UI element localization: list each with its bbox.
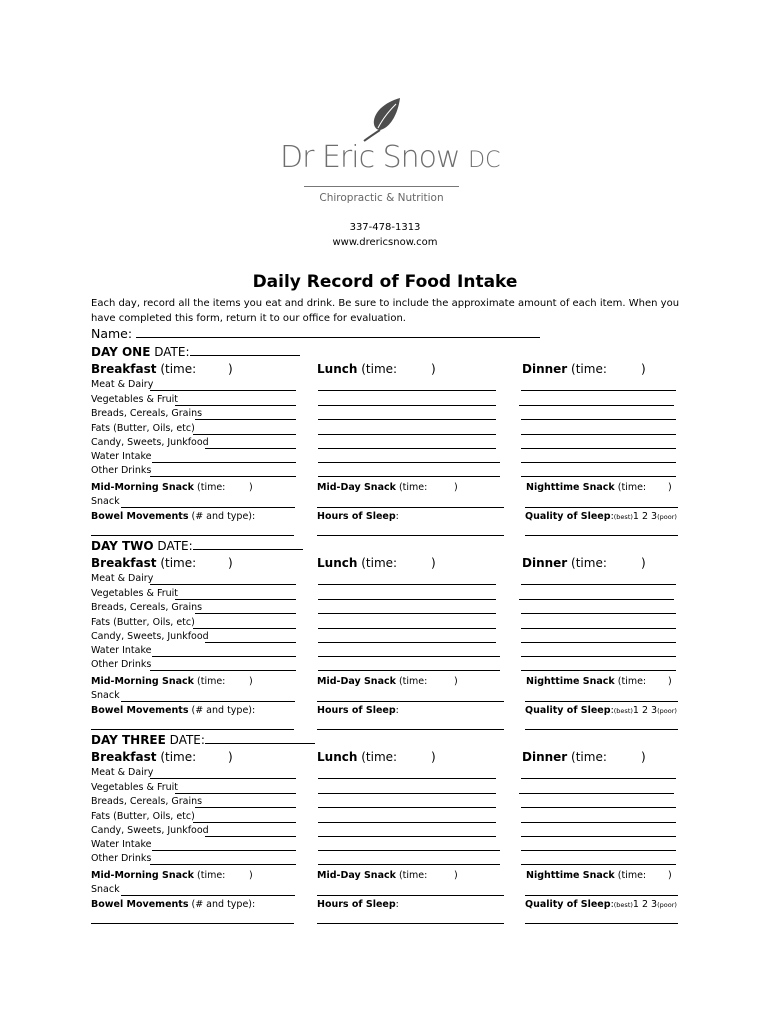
- nighttime-snack-label: Nighttime Snack: [526, 870, 615, 881]
- food-item-label: Meat & Dairy: [91, 379, 154, 390]
- dinner-time-label: (time:: [571, 750, 607, 764]
- mid-morning-time-label: (time:: [197, 676, 226, 687]
- hours-of-sleep-colon: :: [395, 705, 399, 716]
- lunch-header: [317, 750, 397, 764]
- breakfast-item-input-line[interactable]: [193, 434, 296, 435]
- nighttime-snack-label: Nighttime Snack: [526, 482, 615, 493]
- dinner-item-input-line[interactable]: [521, 850, 676, 851]
- website: www.drericsnow.com: [332, 237, 438, 248]
- lunch-item-input-line[interactable]: [318, 850, 500, 851]
- hours-of-sleep-header: [317, 899, 399, 910]
- breakfast-item-input-line[interactable]: [152, 850, 296, 851]
- food-item-label: Fats (Butter, Oils, etc): [91, 617, 195, 628]
- dinner-item-input-line[interactable]: [521, 670, 676, 671]
- food-item-label: Candy, Sweets, Junkfood: [91, 825, 209, 836]
- lunch-item-input-line[interactable]: [318, 807, 496, 808]
- breakfast-item-input-line[interactable]: [150, 778, 296, 779]
- mid-morning-snack-label: Mid-Morning Snack: [91, 676, 194, 687]
- lunch-label: Lunch: [317, 750, 358, 764]
- lunch-item-input-line[interactable]: [318, 793, 496, 794]
- breakfast-time-close: ): [228, 362, 233, 376]
- hours-of-sleep-header: [317, 511, 399, 522]
- best-label: (best): [613, 513, 633, 521]
- logo-suffix: DC: [468, 148, 501, 173]
- hours-of-sleep-label: Hours of Sleep: [317, 511, 396, 522]
- mid-morning-time-close: ): [249, 482, 253, 493]
- breakfast-label: Breakfast: [91, 750, 157, 764]
- nighttime-snack-input-line[interactable]: [525, 895, 678, 896]
- bowel-movements-label: Bowel Movements: [91, 511, 189, 522]
- breakfast-header: [91, 556, 196, 570]
- breakfast-item-input-line[interactable]: [205, 448, 296, 449]
- breakfast-item-input-line[interactable]: [195, 419, 296, 420]
- nighttime-snack-label: Nighttime Snack: [526, 676, 615, 687]
- snack-input-line[interactable]: [121, 701, 295, 702]
- mid-day-time-label: (time:: [398, 482, 428, 493]
- snack-input-line[interactable]: [121, 895, 295, 896]
- bowel-movements-input-line[interactable]: [91, 535, 294, 536]
- hours-of-sleep-input-line[interactable]: [317, 535, 504, 536]
- bowel-movements-header: [91, 511, 255, 522]
- snack-input-line[interactable]: [121, 507, 295, 508]
- bowel-movements-header: [91, 899, 255, 910]
- breakfast-header: [91, 750, 196, 764]
- nighttime-snack-input-line[interactable]: [525, 701, 678, 702]
- nighttime-snack-header: [526, 482, 646, 493]
- mid-day-time-label: (time:: [398, 676, 428, 687]
- breakfast-item-input-line[interactable]: [205, 642, 296, 643]
- quality-of-sleep-label: Quality of Sleep: [525, 511, 611, 522]
- dinner-time-close: ): [641, 556, 646, 570]
- food-item-label: Meat & Dairy: [91, 767, 154, 778]
- bowel-movements-detail: (# and type):: [191, 705, 256, 716]
- breakfast-item-input-line[interactable]: [150, 584, 296, 585]
- lunch-item-input-line[interactable]: [318, 642, 496, 643]
- name-field[interactable]: [91, 325, 540, 341]
- sleep-scale[interactable]: 1 2 3: [632, 899, 658, 910]
- breakfast-time-label: (time:: [160, 556, 197, 570]
- day-label: DAY ONE: [91, 345, 151, 359]
- bowel-movements-detail: (# and type):: [191, 899, 256, 910]
- nighttime-snack-input-line[interactable]: [525, 507, 678, 508]
- day-one-section: [0, 344, 770, 538]
- lunch-item-input-line[interactable]: [318, 599, 496, 600]
- leaf-logo-icon: [362, 96, 406, 142]
- breakfast-item-input-line[interactable]: [195, 613, 296, 614]
- day-three-section: [0, 732, 770, 926]
- dinner-item-input-line[interactable]: [519, 405, 674, 406]
- dinner-time-label: (time:: [571, 556, 607, 570]
- lunch-item-input-line[interactable]: [318, 864, 500, 865]
- lunch-item-input-line[interactable]: [318, 628, 496, 629]
- mid-morning-snack-header: [91, 482, 225, 493]
- hours-of-sleep-colon: :: [395, 899, 399, 910]
- snack-label: Snack: [91, 496, 120, 507]
- mid-morning-snack-header: [91, 676, 225, 687]
- dinner-item-input-line[interactable]: [521, 462, 676, 463]
- mid-day-time-close: ): [454, 870, 458, 881]
- hours-of-sleep-input-line[interactable]: [317, 923, 504, 924]
- breakfast-time-close: ): [228, 556, 233, 570]
- mid-day-time-close: ): [454, 482, 458, 493]
- mid-morning-snack-label: Mid-Morning Snack: [91, 870, 194, 881]
- lunch-header: [317, 362, 397, 376]
- quality-of-sleep-label: Quality of Sleep: [525, 705, 611, 716]
- breakfast-time-close: ): [228, 750, 233, 764]
- quality-of-sleep-input-line[interactable]: [525, 923, 678, 924]
- dinner-header: [522, 750, 607, 764]
- lunch-item-input-line[interactable]: [318, 656, 500, 657]
- breakfast-item-input-line[interactable]: [150, 390, 296, 391]
- breakfast-item-input-line[interactable]: [150, 670, 296, 671]
- lunch-item-input-line[interactable]: [318, 584, 496, 585]
- date-label: DATE:: [157, 539, 193, 553]
- dinner-item-input-line[interactable]: [521, 822, 676, 823]
- day-header: [91, 344, 300, 359]
- lunch-item-input-line[interactable]: [318, 419, 496, 420]
- food-item-label: Other Drinks: [91, 659, 152, 670]
- lunch-item-input-line[interactable]: [318, 836, 496, 837]
- food-item-label: Vegetables & Fruit: [91, 394, 179, 405]
- food-item-label: Fats (Butter, Oils, etc): [91, 423, 195, 434]
- mid-day-snack-label: Mid-Day Snack: [317, 870, 396, 881]
- phone-number: 337-478-1313: [349, 222, 421, 233]
- day-label: DAY TWO: [91, 539, 154, 553]
- dinner-item-input-line[interactable]: [521, 864, 676, 865]
- lunch-item-input-line[interactable]: [318, 448, 496, 449]
- sleep-scale[interactable]: 1 2 3: [632, 705, 658, 716]
- lunch-header: [317, 556, 397, 570]
- lunch-item-input-line[interactable]: [318, 476, 500, 477]
- lunch-time-label: (time:: [361, 556, 398, 570]
- lunch-label: Lunch: [317, 362, 358, 376]
- date-label: DATE:: [154, 345, 190, 359]
- dinner-item-input-line[interactable]: [521, 419, 676, 420]
- nighttime-time-label: (time:: [617, 870, 647, 881]
- mid-morning-snack-label: Mid-Morning Snack: [91, 482, 194, 493]
- mid-day-time-close: ): [454, 676, 458, 687]
- date-input-line[interactable]: [193, 538, 303, 550]
- mid-day-time-label: (time:: [398, 870, 428, 881]
- dinner-item-input-line[interactable]: [521, 778, 676, 779]
- dinner-item-input-line[interactable]: [521, 656, 676, 657]
- mid-day-snack-header: [317, 870, 427, 881]
- dinner-item-input-line[interactable]: [521, 390, 676, 391]
- lunch-item-input-line[interactable]: [318, 670, 500, 671]
- date-label: DATE:: [169, 733, 205, 747]
- dinner-label: Dinner: [522, 362, 568, 376]
- food-item-label: Vegetables & Fruit: [91, 588, 179, 599]
- bowel-movements-label: Bowel Movements: [91, 705, 189, 716]
- breakfast-label: Breakfast: [91, 362, 157, 376]
- quality-of-sleep-header: [525, 511, 677, 522]
- dinner-item-input-line[interactable]: [521, 584, 676, 585]
- breakfast-item-input-line[interactable]: [175, 405, 296, 406]
- mid-morning-time-label: (time:: [197, 482, 226, 493]
- dinner-item-input-line[interactable]: [521, 642, 676, 643]
- mid-day-snack-input-line[interactable]: [317, 895, 504, 896]
- dinner-header: [522, 362, 607, 376]
- hours-of-sleep-colon: :: [395, 511, 399, 522]
- mid-day-snack-input-line[interactable]: [317, 701, 504, 702]
- nighttime-time-close: ): [668, 482, 672, 493]
- food-item-label: Breads, Cereals, Grains: [91, 602, 203, 613]
- day-header: [91, 732, 315, 747]
- quality-of-sleep-header: [525, 705, 677, 716]
- lunch-item-input-line[interactable]: [318, 613, 496, 614]
- breakfast-label: Breakfast: [91, 556, 157, 570]
- date-input-line[interactable]: [190, 344, 300, 356]
- dinner-item-input-line[interactable]: [521, 434, 676, 435]
- lunch-time-label: (time:: [361, 750, 398, 764]
- bowel-movements-input-line[interactable]: [91, 923, 294, 924]
- snack-label: Snack: [91, 884, 120, 895]
- mid-day-snack-header: [317, 676, 427, 687]
- mid-morning-snack-header: [91, 870, 225, 881]
- mid-day-snack-header: [317, 482, 427, 493]
- nighttime-time-label: (time:: [617, 482, 647, 493]
- dinner-item-input-line[interactable]: [521, 628, 676, 629]
- food-item-label: Breads, Cereals, Grains: [91, 408, 203, 419]
- logo-wordmark: [280, 140, 501, 175]
- dinner-label: Dinner: [522, 750, 568, 764]
- quality-of-sleep-input-line[interactable]: [525, 535, 678, 536]
- quality-of-sleep-label: Quality of Sleep: [525, 899, 611, 910]
- food-item-label: Water Intake: [91, 839, 152, 850]
- lunch-item-input-line[interactable]: [318, 434, 496, 435]
- bowel-movements-header: [91, 705, 255, 716]
- lunch-item-input-line[interactable]: [318, 778, 496, 779]
- breakfast-item-input-line[interactable]: [150, 476, 296, 477]
- food-item-label: Other Drinks: [91, 853, 152, 864]
- dinner-time-close: ): [641, 750, 646, 764]
- breakfast-item-input-line[interactable]: [152, 462, 296, 463]
- best-label: (best): [613, 707, 633, 715]
- date-input-line[interactable]: [205, 732, 315, 744]
- nighttime-time-close: ): [668, 676, 672, 687]
- day-label: DAY THREE: [91, 733, 166, 747]
- dinner-item-input-line[interactable]: [521, 836, 676, 837]
- food-item-label: Fats (Butter, Oils, etc): [91, 811, 195, 822]
- food-item-label: Vegetables & Fruit: [91, 782, 179, 793]
- dinner-item-input-line[interactable]: [521, 613, 676, 614]
- lunch-time-label: (time:: [361, 362, 398, 376]
- logo-name: Dr Eric Snow: [280, 140, 460, 175]
- lunch-item-input-line[interactable]: [318, 822, 496, 823]
- hours-of-sleep-label: Hours of Sleep: [317, 899, 396, 910]
- intro-text: Each day, record all the items you eat and drink. Be sure to include the approximate amount of each item. When you have completed this form, return it to our office for evaluation.: [91, 298, 680, 324]
- sleep-scale[interactable]: 1 2 3: [632, 511, 658, 522]
- breakfast-item-input-line[interactable]: [175, 599, 296, 600]
- hours-of-sleep-label: Hours of Sleep: [317, 705, 396, 716]
- food-item-label: Breads, Cereals, Grains: [91, 796, 203, 807]
- best-label: (best): [613, 901, 633, 909]
- page-title: Daily Record of Food Intake: [252, 272, 518, 292]
- mid-morning-time-close: ): [249, 676, 253, 687]
- food-item-label: Meat & Dairy: [91, 573, 154, 584]
- lunch-label: Lunch: [317, 556, 358, 570]
- dinner-header: [522, 556, 607, 570]
- lunch-item-input-line[interactable]: [318, 390, 496, 391]
- breakfast-item-input-line[interactable]: [193, 822, 296, 823]
- breakfast-time-label: (time:: [160, 750, 197, 764]
- mid-morning-time-label: (time:: [197, 870, 226, 881]
- dinner-item-input-line[interactable]: [519, 793, 674, 794]
- dinner-time-label: (time:: [571, 362, 607, 376]
- dinner-item-input-line[interactable]: [519, 599, 674, 600]
- quality-of-sleep-header: [525, 899, 677, 910]
- hours-of-sleep-header: [317, 705, 399, 716]
- breakfast-item-input-line[interactable]: [150, 864, 296, 865]
- breakfast-item-input-line[interactable]: [152, 656, 296, 657]
- breakfast-item-input-line[interactable]: [175, 793, 296, 794]
- snack-label: Snack: [91, 690, 120, 701]
- nighttime-snack-header: [526, 676, 646, 687]
- food-item-label: Candy, Sweets, Junkfood: [91, 631, 209, 642]
- mid-day-snack-label: Mid-Day Snack: [317, 676, 396, 687]
- lunch-time-close: ): [431, 556, 436, 570]
- food-item-label: Other Drinks: [91, 465, 152, 476]
- mid-day-snack-label: Mid-Day Snack: [317, 482, 396, 493]
- logo-divider: [304, 186, 459, 187]
- hours-of-sleep-input-line[interactable]: [317, 729, 504, 730]
- food-item-label: Water Intake: [91, 645, 152, 656]
- lunch-item-input-line[interactable]: [318, 462, 500, 463]
- poor-label: (poor): [657, 513, 677, 521]
- quality-of-sleep-colon: :: [610, 511, 614, 522]
- breakfast-time-label: (time:: [160, 362, 197, 376]
- food-item-label: Candy, Sweets, Junkfood: [91, 437, 209, 448]
- poor-label: (poor): [657, 707, 677, 715]
- dinner-item-input-line[interactable]: [521, 807, 676, 808]
- nighttime-snack-header: [526, 870, 646, 881]
- breakfast-item-input-line[interactable]: [195, 807, 296, 808]
- quality-of-sleep-colon: :: [610, 705, 614, 716]
- day-two-section: [0, 538, 770, 732]
- quality-of-sleep-colon: :: [610, 899, 614, 910]
- bowel-movements-input-line[interactable]: [91, 729, 294, 730]
- dinner-label: Dinner: [522, 556, 568, 570]
- breakfast-header: [91, 362, 196, 376]
- poor-label: (poor): [657, 901, 677, 909]
- bowel-movements-label: Bowel Movements: [91, 899, 189, 910]
- lunch-time-close: ): [431, 750, 436, 764]
- name-input-line[interactable]: [136, 325, 540, 338]
- mid-day-snack-input-line[interactable]: [317, 507, 504, 508]
- quality-of-sleep-input-line[interactable]: [525, 729, 678, 730]
- nighttime-time-label: (time:: [617, 676, 647, 687]
- logo-tagline: Chiropractic & Nutrition: [319, 192, 444, 204]
- name-label: Name:: [91, 326, 133, 341]
- breakfast-item-input-line[interactable]: [205, 836, 296, 837]
- lunch-time-close: ): [431, 362, 436, 376]
- dinner-time-close: ): [641, 362, 646, 376]
- food-item-label: Water Intake: [91, 451, 152, 462]
- lunch-item-input-line[interactable]: [318, 405, 496, 406]
- dinner-item-input-line[interactable]: [521, 448, 676, 449]
- mid-morning-time-close: ): [249, 870, 253, 881]
- day-header: [91, 538, 303, 553]
- dinner-item-input-line[interactable]: [521, 476, 676, 477]
- nighttime-time-close: ): [668, 870, 672, 881]
- bowel-movements-detail: (# and type):: [191, 511, 256, 522]
- breakfast-item-input-line[interactable]: [193, 628, 296, 629]
